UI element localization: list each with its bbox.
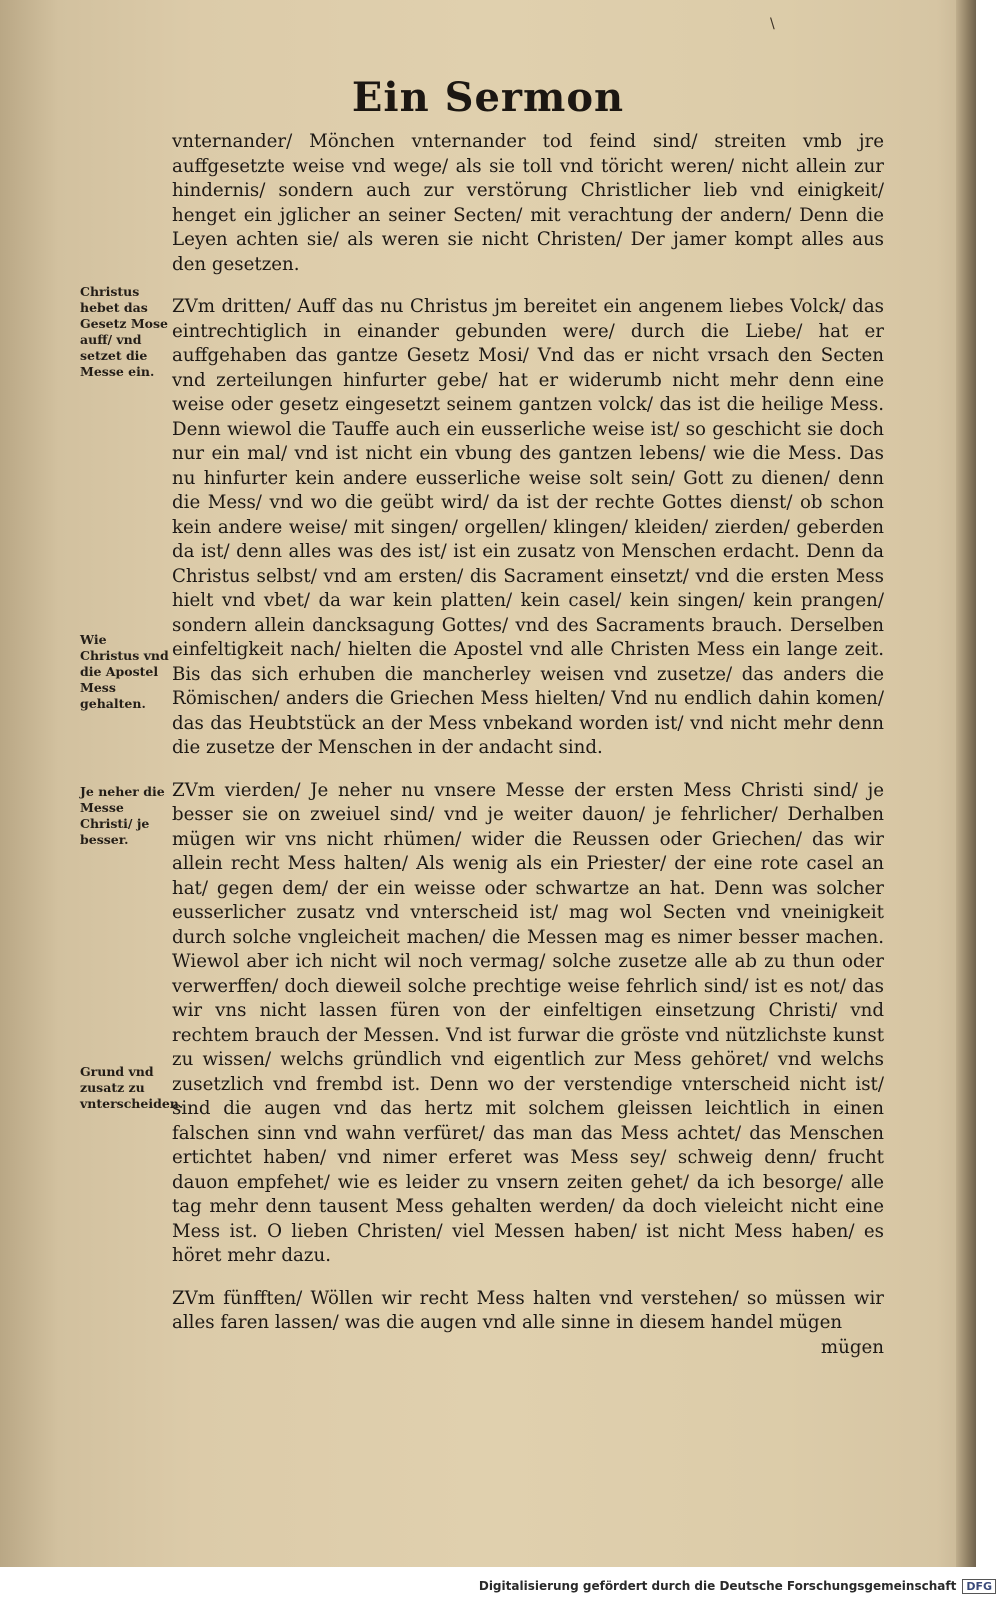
corner-mark: \: [770, 16, 775, 32]
page-gutter: [956, 0, 976, 1567]
main-text: [172, 130, 884, 1360]
paragraph: ZVm vierden/ Je neher nu vnsere Messe der ersten Mess Christi sind/ je besser sie on zweiuel sind/ vnd je weiter dauon/ je fehrlicher/ Derhalben mügen wir vns nicht rhümen/ wider die Reussen oder Griechen/ das wir allein recht Mess halten/ Als wenig als ein Priester/ der eine rote casel an hat/ gegen dem/ der ein weisse oder schwartze an hat. Denn was solcher eusserlicher zusatz vnd vnterscheid ist/ mag wol Secten vnd vneinigkeit durch solche vngleicheit machen/ die Messen mag es nimer besser machen. Wiewol aber ich nicht wil noch vermag/ solche zusetze alle ab zu thun oder verwerffen/ doch dieweil solche prechtige weise fehrlich sind/ ist es not/ das wir vns nicht lassen füren von der einfeltigen einsetzung Christi/ vnd rechtem brauch der Messen. Vnd ist furwar die gröste vnd nützlichste kunst zu wissen/ welchs gründlich vnd eigentlich zur Mess gehöret/ vnd welchs zusetzlich vnd frembd ist. Denn wo der verstendige vnterscheid nicht ist/ sind die augen vnd das hertz mit solchem gleissen leichtlich in einen falschen sinn vnd wahn verfüret/ das man das Mess achtet/ das Menschen ertichtet haben/ vnd nimer erferet was Mess sey/ schweig denn/ frucht dauon empfehet/ wie es leider zu vnsern zeiten gehet/ da ich besorge/ alle tag mehr denn tausent Mess gehalten werden/ da doch vieleicht nicht eine Mess ist. O lieben Christen/ viel Messen haben/ ist nicht Mess haben/ es höret mehr dazu.: [172, 779, 884, 1266]
catchword: mügen: [820, 1336, 884, 1358]
paragraph: ZVm dritten/ Auff das nu Christus jm bereitet ein angenem liebes Volck/ das eintrechtiglich in einander gebunden were/ durch die Liebe/ hat er auffgehaben das gantze Gesetz Mosi/ Vnd das er nicht vrsach den Secten vnd zerteilungen hinfurter gebe/ hat er widerumb nicht mehr denn eine weise oder gesetz eingesetzt seinem gantzen volck/ das ist die heilige Mess. Denn wiewol die Tauffe auch ein eusserliche weise ist/ so geschicht sie doch nur ein mal/ vnd ist nicht ein vbung des gantzen lebens/ wie die Mess. Das nu hinfurter kein andere eusserliche weise solt sein/ Gott zu dienen/ denn die Mess/ vnd wo die geübt wird/ da ist der rechte Gottes dienst/ ob schon kein andere weise/ mit singen/ orgellen/ klingen/ kleiden/ zierden/ geberden da ist/ denn alles was des ist/ ist ein zusatz von Menschen erdacht. Denn da Christus selbst/ vnd am ersten/ dis Sacrament einsetzt/ vnd die ersten Mess hielt vnd vbet/ da war kein platten/ kein casel/ kein singen/ kein prangen/ sondern allein dancksagung Gottes/ vnd des Sacraments brauch. Derselben einfeltigkeit nach/ hielten die Apostel vnd alle Christen Mess ein lange zeit. Bis das sich erhuben die mancherley weisen vnd zusetze/ das anders die Römischen/ anders die Griechen Mess hielten/ Vnd nu endlich dahin komen/ das das Heubtstück an der Mess vnbekand worden ist/ vnd nicht mehr denn die zusetze der Menschen in der andacht sind.: [172, 296, 884, 758]
running-title: Ein Sermon: [351, 74, 625, 121]
footer-credit: Digitalisierung gefördert durch die Deutsche Forschungsgemeinschaft: [478, 1579, 957, 1593]
paragraph: vnternander/ Mönchen vnternander tod feind sind/ streiten vmb jre auffgesetzte weise vnd wege/ als sie toll vnd töricht weren/ nicht allein zur hindernis/ sondern auch zur verstörung Christlicher lieb vnd einigkeit/ henget ein jglicher an seiner Secten/ mit verachtung der andern/ Denn die Leyen achten sie/ als weren sie nicht Christen/ Der jamer kompt alles aus den gesetzen.: [172, 131, 884, 275]
dfg-logo: DFG: [962, 1579, 996, 1594]
paragraph: ZVm fünfften/ Wöllen wir recht Mess halten vnd verstehen/ so müssen wir alles faren lassen/ was die augen vnd alle sinne in diesem handel mügen: [172, 1287, 884, 1333]
margin-note: Wie Christus vnd die Apostel Mess gehalten.: [80, 632, 169, 711]
margin-note: Grund vnd zusatz zu vnterscheiden.: [80, 1064, 184, 1111]
margin-note: Je neher die Messe Christi/ je besser.: [80, 784, 165, 847]
digitization-footer: [0, 1571, 996, 1601]
margin-note: Christus hebet das Gesetz Mose auff/ vnd setzet die Messe ein.: [80, 284, 169, 379]
